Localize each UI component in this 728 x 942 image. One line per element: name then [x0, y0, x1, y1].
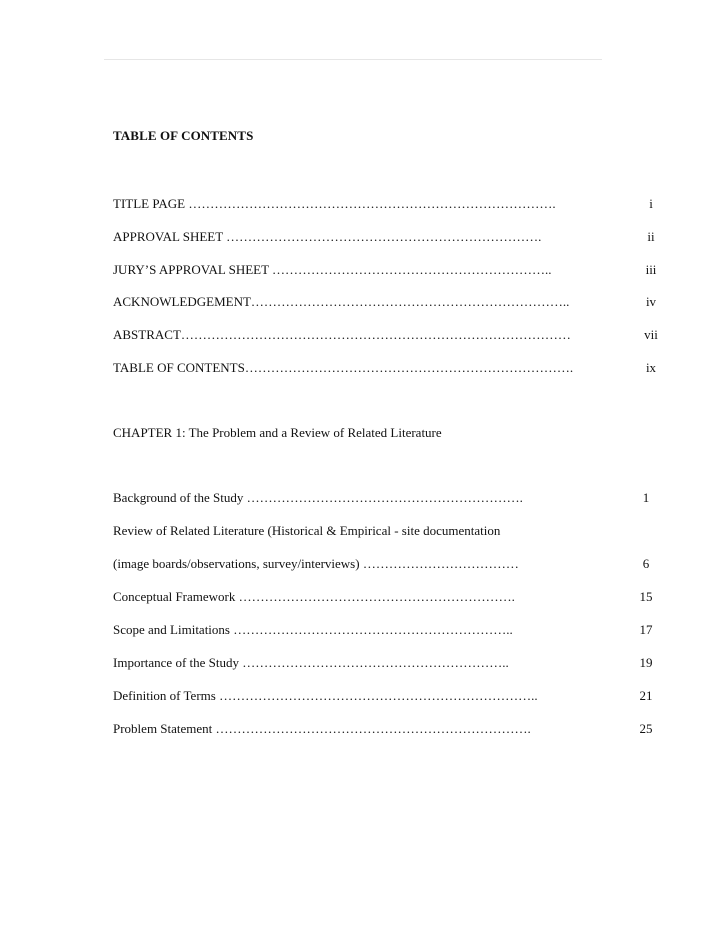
toc-entry-table-of-contents: [113, 360, 673, 378]
toc-page-number: iv: [645, 294, 657, 309]
toc-entry-background: [113, 490, 673, 508]
toc-page-number: ii: [647, 229, 655, 244]
toc-entry-jury-approval-sheet: [113, 262, 673, 280]
toc-entry-importance: [113, 655, 673, 673]
toc-entry-text: Importance of the Study ……………………………………………………..: [113, 655, 509, 670]
chapter-title: CHAPTER 1: The Problem and a Review of Related Literature: [113, 425, 442, 440]
toc-entry-text: ABSTRACT………………………………………………………………………………: [113, 327, 571, 342]
toc-entry-text: Definition of Terms ………………………………………………………………..: [113, 688, 538, 703]
toc-page-number: iii: [645, 262, 657, 277]
toc-entry-text: ACKNOWLEDGEMENT………………………………………………………………..: [113, 294, 570, 309]
toc-entry-text: Problem Statement ……………………………………………………………….: [113, 721, 531, 736]
toc-entry-scope-limitations: [113, 622, 673, 640]
toc-page-number: 15: [639, 589, 653, 604]
toc-entry-text: APPROVAL SHEET ……………………………………………………………….: [113, 229, 542, 244]
toc-entry-definition-of-terms: [113, 688, 673, 706]
toc-page-number: 1: [642, 490, 650, 505]
toc-entry-review-line1: [113, 523, 673, 541]
toc-page-number: ix: [645, 360, 657, 375]
toc-entry-text: Scope and Limitations ………………………………………………………..: [113, 622, 513, 637]
toc-entry-abstract: [113, 327, 673, 345]
toc-entry-approval-sheet: [113, 229, 673, 247]
toc-entry-conceptual-framework: [113, 589, 673, 607]
toc-entry-acknowledgement: [113, 294, 673, 312]
toc-entry-text: (image boards/observations, survey/interviews) ………………………………: [113, 556, 519, 571]
toc-entry-text: Conceptual Framework ……………………………………………………….: [113, 589, 515, 604]
toc-page-number: 21: [639, 688, 653, 703]
page-title: TABLE OF CONTENTS: [113, 128, 254, 143]
toc-entry-text: TABLE OF CONTENTS………………………………………………………………….: [113, 360, 574, 375]
toc-entry-review-line2: [113, 556, 673, 574]
toc-entry-text: TITLE PAGE ………………………………………………………………………….: [113, 196, 556, 211]
header-rule: [104, 59, 602, 60]
toc-entry-text: JURY’S APPROVAL SHEET ………………………………………………………..: [113, 262, 552, 277]
toc-entry-title-page: [113, 196, 673, 214]
toc-page-number: 6: [642, 556, 650, 571]
toc-page-number: 25: [639, 721, 653, 736]
toc-page-number: i: [649, 196, 653, 211]
toc-entry-text: Review of Related Literature (Historical & Empirical - site documentation: [113, 523, 501, 538]
toc-page-number: 17: [639, 622, 653, 637]
toc-page-number: vii: [644, 327, 658, 342]
toc-page-number: 19: [639, 655, 653, 670]
toc-entry-problem-statement: [113, 721, 673, 739]
toc-entry-text: Background of the Study ……………………………………………………….: [113, 490, 523, 505]
